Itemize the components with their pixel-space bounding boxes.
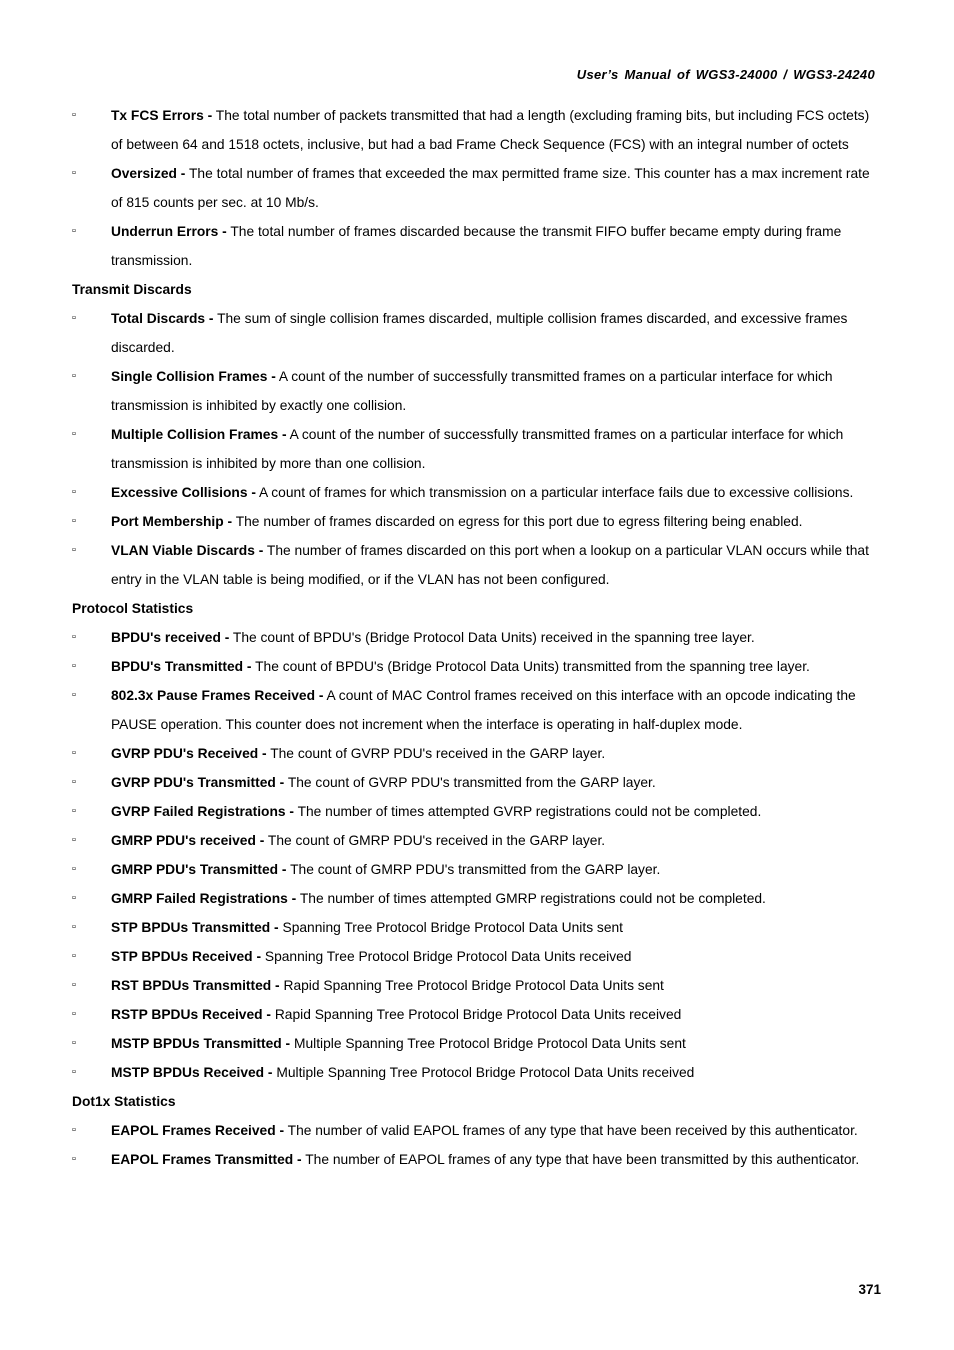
section-title-dot1x-statistics: Dot1x Statistics [72, 1094, 176, 1109]
section-title-protocol-statistics: Protocol Statistics [72, 601, 194, 616]
item-term: MSTP BPDUs Received - [111, 1065, 273, 1080]
list-item-text [111, 159, 884, 217]
bullet-icon: ▫ [72, 370, 76, 382]
list-item-text [111, 797, 884, 826]
list-item [72, 362, 884, 420]
item-term: STP BPDUs Received - [111, 949, 262, 964]
item-term: RSTP BPDUs Received - [111, 1007, 271, 1022]
bullet-icon: ▫ [72, 805, 76, 817]
list-item [72, 478, 884, 507]
item-description: Spanning Tree Protocol Bridge Protocol Data Units sent [278, 920, 623, 935]
list-item-text [111, 1000, 884, 1029]
list-item-text [111, 1029, 884, 1058]
bullet-icon: ▫ [72, 747, 76, 759]
list-item-text [111, 681, 884, 739]
bullet-icon: ▫ [72, 776, 76, 788]
item-description: A count of the number of successfully transmitted frames on a particular interface for which transmission is inhibited by more than one collision. [111, 427, 844, 471]
list-item-text [111, 101, 884, 159]
item-term: VLAN Viable Discards - [111, 543, 264, 558]
item-description: Spanning Tree Protocol Bridge Protocol Data Units received [261, 949, 632, 964]
item-description: The total number of packets transmitted that had a length (excluding framing bits, but including FCS octets) of between 64 and 1518 octets, inclusive, but had a bad Frame Check Sequence (FCS) with an integral number of octets [111, 108, 870, 152]
list-item-text [111, 1116, 884, 1145]
page-header: User’s Manual of WGS3-24000 / WGS3-24240 [576, 67, 875, 82]
item-term: Single Collision Frames - [111, 369, 276, 384]
item-term: MSTP BPDUs Transmitted - [111, 1036, 291, 1051]
item-description: Rapid Spanning Tree Protocol Bridge Protocol Data Units received [271, 1007, 682, 1022]
bullet-icon: ▫ [72, 1124, 76, 1136]
bullet-icon: ▫ [72, 486, 76, 498]
item-term: GVRP PDU's Transmitted - [111, 775, 285, 790]
item-term: GVRP PDU's Received - [111, 746, 267, 761]
bullet-icon: ▫ [72, 312, 76, 324]
item-term: Port Membership - [111, 514, 233, 529]
list-item [72, 1029, 884, 1058]
item-term: GMRP PDU's Transmitted - [111, 862, 287, 877]
bullet-icon: ▫ [72, 167, 76, 179]
item-term: Excessive Collisions - [111, 485, 256, 500]
list-item-text [111, 217, 884, 275]
item-description: The number of EAPOL frames of any type that have been transmitted by this authenticator. [301, 1152, 860, 1167]
bullet-icon: ▫ [72, 660, 76, 672]
item-term: Multiple Collision Frames - [111, 427, 287, 442]
bullet-icon: ▫ [72, 109, 76, 121]
list-item [72, 681, 884, 739]
item-term: 802.3x Pause Frames Received - [111, 688, 324, 703]
bullet-icon: ▫ [72, 689, 76, 701]
list-item [72, 1116, 884, 1145]
item-term: RST BPDUs Transmitted - [111, 978, 280, 993]
bullet-list-protocol-statistics [72, 623, 884, 1087]
list-item-text [111, 478, 884, 507]
list-item-text [111, 623, 884, 652]
list-item-text [111, 304, 884, 362]
list-item-text [111, 1058, 884, 1087]
document-body [72, 101, 884, 1174]
bullet-list-transmit-discards [72, 304, 884, 594]
item-term: Tx FCS Errors - [111, 108, 213, 123]
page-number: 371 [858, 1282, 881, 1297]
list-item [72, 159, 884, 217]
bullet-icon: ▫ [72, 979, 76, 991]
bullet-icon: ▫ [72, 834, 76, 846]
item-term: BPDU's received - [111, 630, 230, 645]
bullet-icon: ▫ [72, 225, 76, 237]
list-item [72, 101, 884, 159]
list-item [72, 826, 884, 855]
list-item-text [111, 420, 884, 478]
list-item [72, 1000, 884, 1029]
list-item-text [111, 536, 884, 594]
list-item [72, 942, 884, 971]
list-item [72, 536, 884, 594]
bullet-icon: ▫ [72, 921, 76, 933]
list-item-text [111, 507, 884, 536]
list-item-text [111, 942, 884, 971]
item-term: Underrun Errors - [111, 224, 227, 239]
item-term: GVRP Failed Registrations - [111, 804, 294, 819]
bullet-icon: ▫ [72, 515, 76, 527]
bullet-icon: ▫ [72, 544, 76, 556]
list-item [72, 420, 884, 478]
list-item-text [111, 768, 884, 797]
item-description: The number of frames discarded on this port when a lookup on a particular VLAN occurs while that entry in the VLAN table is being modified, or if the VLAN has not been configured. [111, 543, 869, 587]
item-description: The count of GVRP PDU's received in the GARP layer. [266, 746, 606, 761]
item-term: GMRP PDU's received - [111, 833, 265, 848]
list-item [72, 304, 884, 362]
item-description: The total number of frames discarded because the transmit FIFO buffer became empty during frame transmission. [111, 224, 842, 268]
item-term: Total Discards - [111, 311, 214, 326]
list-item [72, 507, 884, 536]
item-description: The count of GVRP PDU's transmitted from the GARP layer. [284, 775, 656, 790]
list-item [72, 1145, 884, 1174]
item-description: The total number of frames that exceeded the max permitted frame size. This counter has a max increment rate of 815 counts per sec. at 10 Mb/s. [111, 166, 870, 210]
item-description: A count of MAC Control frames received on this interface with an opcode indicating the PAUSE operation. This counter does not increment when the interface is operating in half-duplex mode. [111, 688, 856, 732]
item-description: The number of times attempted GMRP registrations could not be completed. [296, 891, 766, 906]
bullet-list-dot1x-statistics [72, 1116, 884, 1174]
item-description: The count of BPDU's (Bridge Protocol Data Units) received in the spanning tree layer. [229, 630, 755, 645]
item-description: Multiple Spanning Tree Protocol Bridge Protocol Data Units sent [290, 1036, 686, 1051]
list-item-text [111, 971, 884, 1000]
item-description: Multiple Spanning Tree Protocol Bridge Protocol Data Units received [272, 1065, 695, 1080]
section-title-transmit-discards: Transmit Discards [72, 282, 192, 297]
list-item [72, 652, 884, 681]
bullet-icon: ▫ [72, 950, 76, 962]
list-item-text [111, 884, 884, 913]
item-description: The number of times attempted GVRP registrations could not be completed. [293, 804, 762, 819]
item-description: Rapid Spanning Tree Protocol Bridge Protocol Data Units sent [279, 978, 664, 993]
item-description: The count of BPDU's (Bridge Protocol Data Units) transmitted from the spanning tree layer. [251, 659, 810, 674]
list-item-text [111, 855, 884, 884]
item-description: The count of GMRP PDU's transmitted from the GARP layer. [286, 862, 661, 877]
list-item [72, 913, 884, 942]
item-term: EAPOL Frames Transmitted - [111, 1152, 302, 1167]
list-item [72, 739, 884, 768]
bullet-icon: ▫ [72, 1008, 76, 1020]
bullet-icon: ▫ [72, 892, 76, 904]
list-item [72, 971, 884, 1000]
item-term: GMRP Failed Registrations - [111, 891, 297, 906]
list-item [72, 217, 884, 275]
item-description: The number of valid EAPOL frames of any type that have been received by this authenticator. [284, 1123, 858, 1138]
item-term: Oversized - [111, 166, 186, 181]
bullet-icon: ▫ [72, 1153, 76, 1165]
list-item [72, 1058, 884, 1087]
item-description: The count of GMRP PDU's received in the GARP layer. [264, 833, 606, 848]
bullet-icon: ▫ [72, 428, 76, 440]
item-description: The sum of single collision frames discarded, multiple collision frames discarded, and excessive frames discarded. [111, 311, 848, 355]
item-description: A count of frames for which transmission on a particular interface fails due to excessive collisions. [255, 485, 854, 500]
list-item-text [111, 652, 884, 681]
list-item [72, 884, 884, 913]
list-item-text [111, 913, 884, 942]
bullet-icon: ▫ [72, 863, 76, 875]
bullet-icon: ▫ [72, 1037, 76, 1049]
list-item-text [111, 1145, 884, 1174]
list-item [72, 797, 884, 826]
list-item-text [111, 362, 884, 420]
bullet-list-continued [72, 101, 884, 275]
bullet-icon: ▫ [72, 631, 76, 643]
list-item [72, 855, 884, 884]
list-item-text [111, 739, 884, 768]
list-item-text [111, 826, 884, 855]
list-item [72, 623, 884, 652]
bullet-icon: ▫ [72, 1066, 76, 1078]
item-term: BPDU's Transmitted - [111, 659, 252, 674]
list-item [72, 768, 884, 797]
item-term: EAPOL Frames Received - [111, 1123, 285, 1138]
item-term: STP BPDUs Transmitted - [111, 920, 279, 935]
item-description: A count of the number of successfully transmitted frames on a particular interface for which transmission is inhibited by exactly one collision. [111, 369, 833, 413]
item-description: The number of frames discarded on egress for this port due to egress filtering being enabled. [232, 514, 803, 529]
